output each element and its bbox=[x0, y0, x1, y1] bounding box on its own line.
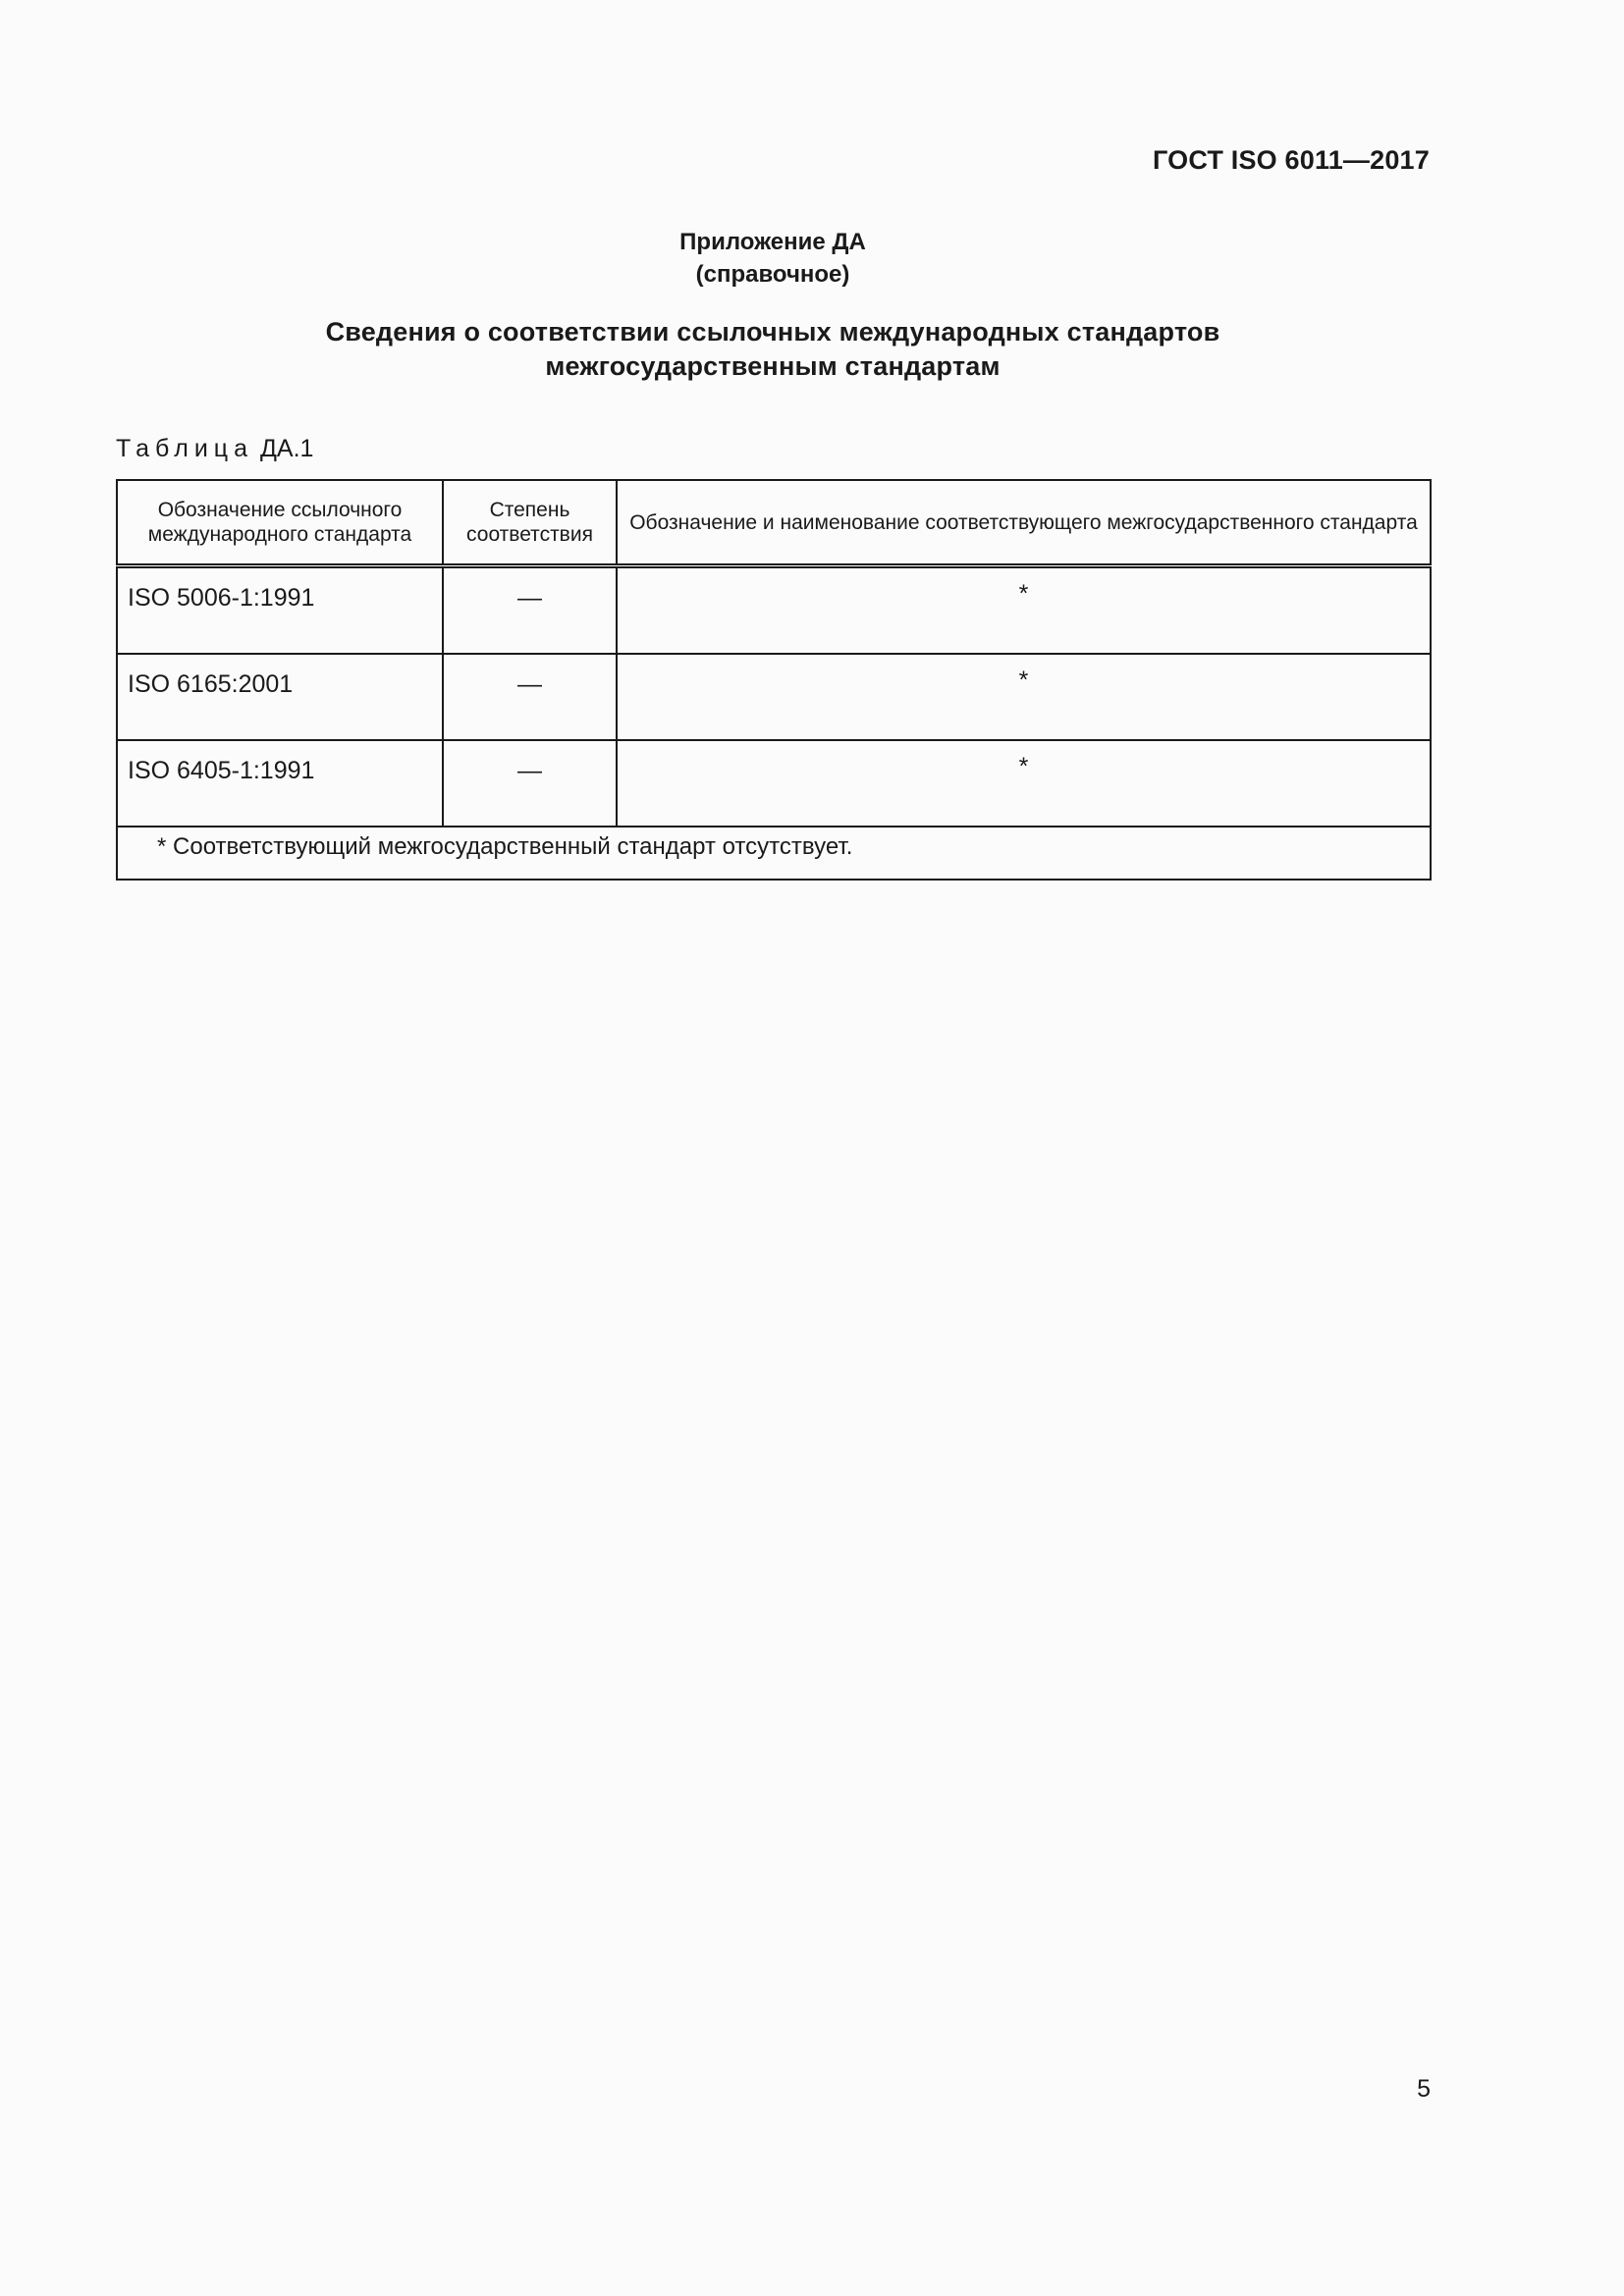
section-title bbox=[0, 315, 1545, 384]
header-international-standard: Обозначение ссылочного международного стандарта bbox=[117, 480, 443, 566]
table-row bbox=[117, 654, 1431, 740]
table-caption bbox=[116, 435, 313, 463]
table-caption-prefix: Таблица bbox=[116, 435, 254, 462]
table-header-row bbox=[117, 480, 1431, 566]
page-number: 5 bbox=[1417, 2075, 1431, 2103]
appendix-title: Приложение ДА bbox=[679, 229, 866, 255]
standard-code-cell: ISO 6405-1:1991 bbox=[117, 740, 443, 827]
degree-cell: — bbox=[443, 566, 617, 655]
table-footnote-row bbox=[117, 827, 1431, 880]
interstate-standard-cell: * bbox=[617, 654, 1431, 740]
section-title-line-2: межгосударственным стандартам bbox=[545, 351, 1001, 381]
standard-code-cell: ISO 6165:2001 bbox=[117, 654, 443, 740]
standards-correspondence-table bbox=[116, 479, 1432, 881]
section-title-line-1: Сведения о соответствии ссылочных международных стандартов bbox=[325, 317, 1220, 347]
standard-code-cell: ISO 5006-1:1991 bbox=[117, 566, 443, 655]
interstate-standard-cell: * bbox=[617, 740, 1431, 827]
header-degree-of-correspondence: Степень соответствия bbox=[443, 480, 617, 566]
appendix-heading bbox=[0, 226, 1545, 291]
degree-cell: — bbox=[443, 740, 617, 827]
degree-cell: — bbox=[443, 654, 617, 740]
interstate-standard-cell: * bbox=[617, 566, 1431, 655]
table-footnote: * Соответствующий межгосударственный стандарт отсутствует. bbox=[117, 827, 1431, 880]
table-caption-number: ДА.1 bbox=[259, 435, 314, 462]
document-code: ГОСТ ISO 6011—2017 bbox=[1152, 145, 1430, 175]
table-row bbox=[117, 566, 1431, 655]
header-interstate-standard: Обозначение и наименование соответствующего межгосударственного стандарта bbox=[617, 480, 1431, 566]
appendix-subtitle: (справочное) bbox=[695, 261, 850, 288]
table-row bbox=[117, 740, 1431, 827]
